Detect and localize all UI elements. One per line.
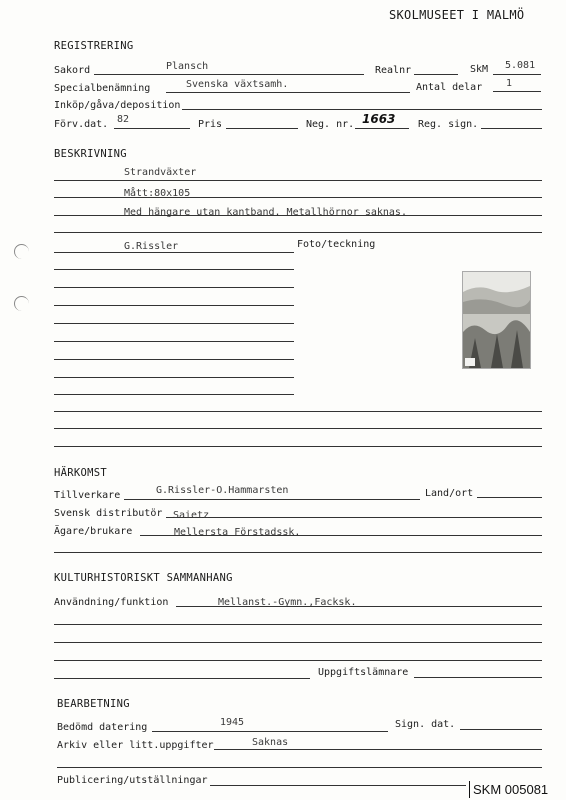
tillverkare-label: Tillverkare [54,490,121,501]
antal-label: Antal delar [416,82,483,93]
distributor-value: Saietz [173,510,210,521]
anvandning-value: Mellanst.-Gymn.,Facksk. [218,597,357,608]
tillverkare-value: G.Rissler-O.Hammarsten [156,485,289,496]
beskrivning-line-2: Mått:80x105 [124,188,191,199]
section-title-beskrivning: BESKRIVNING [54,148,127,160]
section-title-kultur: KULTURHISTORISKT SAMMANHANG [54,572,233,584]
forvdat-value: 82 [117,114,130,125]
punch-hole [14,296,29,311]
foto-label: Foto/teckning [297,239,376,250]
section-title-registrering: REGISTRERING [54,40,134,52]
inkop-label: Inköp/gåva/deposition [54,100,181,111]
anvandning-label: Användning/funktion [54,597,169,608]
skm-label: SkM [470,64,489,75]
distributor-label: Svensk distributör [54,508,163,519]
sakord-label: Sakord [54,65,91,76]
negnr-value: 1663 [362,112,396,126]
sakord-value: Plansch [166,61,209,72]
beskrivning-line-4: G.Rissler [124,241,179,252]
forvdat-label: Förv.dat. [54,119,109,130]
datering-label: Bedömd datering [57,722,148,733]
pris-label: Pris [198,119,223,130]
datering-value: 1945 [220,717,245,728]
special-value: Svenska växtsamh. [186,79,289,90]
realnr-label: Realnr [375,65,412,76]
section-title-harkomst: HÄRKOMST [54,467,107,479]
uppgift-label: Uppgiftslämnare [318,667,409,678]
poster-thumbnail [462,271,531,369]
publicering-label: Publicering/utställningar [57,775,208,786]
agare-value: Mellersta Förstadssk. [174,527,301,538]
museum-name: SKOLMUSEET I MALMÖ [389,8,525,22]
signdat-label: Sign. dat. [395,719,456,730]
arkiv-value: Saknas [252,737,289,748]
special-label: Specialbenämning [54,83,151,94]
section-title-bearbetning: BEARBETNING [57,698,130,710]
catalog-stamp: SKM 005081 [469,781,548,798]
antal-value: 1 [506,78,513,89]
punch-hole [14,244,29,259]
landort-label: Land/ort [425,488,474,499]
regsign-label: Reg. sign. [418,119,479,130]
beskrivning-line-3: Med hängare utan kantband. Metallhörnor saknas. [124,207,407,218]
arkiv-label: Arkiv eller litt.uppgifter [57,740,214,751]
agare-label: Ägare/brukare [54,526,133,537]
skm-value: 5.081 [505,60,536,71]
beskrivning-line-1: Strandväxter [124,167,197,178]
negnr-label: Neg. nr. [306,119,355,130]
